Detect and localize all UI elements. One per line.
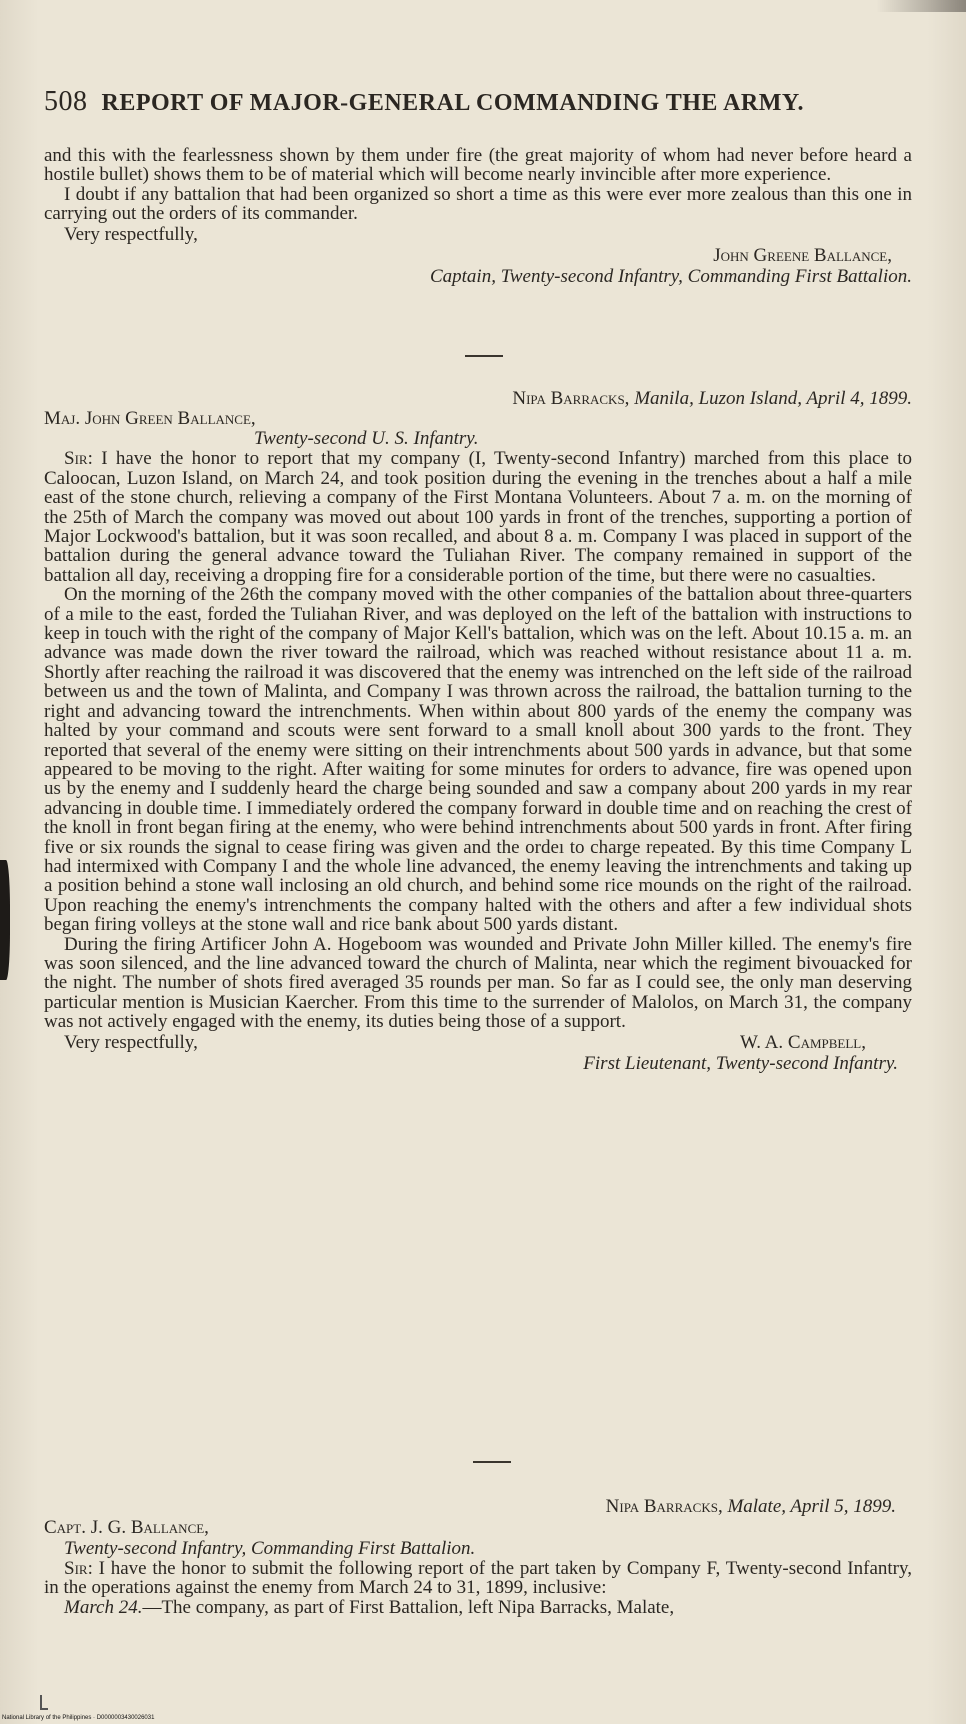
margin-mark-foot bbox=[40, 1708, 48, 1710]
page-number: 508 bbox=[44, 86, 88, 117]
letter2-salutation: Sir: bbox=[64, 448, 93, 470]
letter3-paragraph-1 bbox=[44, 1559, 912, 1598]
letter2-paragraph-1 bbox=[44, 449, 912, 585]
letter2-closing: Very respectfully, bbox=[64, 1031, 198, 1053]
letter3-addressee-unit: Twenty-second Infantry, Commanding First Battalion. bbox=[64, 1538, 476, 1559]
section-divider-2 bbox=[473, 1461, 511, 1463]
letter1-closing: Very respectfully, bbox=[64, 223, 198, 245]
letter3-dateline-place: Nipa Barracks, bbox=[605, 1496, 723, 1517]
letter-3 bbox=[44, 1496, 912, 1617]
letter2-paragraph-3: During the firing Artificer John A. Hogeboom was wounded and Private John Miller killed. The enemy's fire was soon silenced, and the line advanced toward the church of Malinta, near which the regiment bivouacked for the night. The number of shots fired averaged 35 rounds per man. So far as I could see, the only man deserving particular mention is Musician Kaercher. From this time to the surrender of Malolos, on March 31, the company was not actively engaged with the enemy, its duties being those of a support. bbox=[44, 933, 912, 1033]
section-divider-1 bbox=[465, 355, 503, 357]
letter1-signer: John Greene Ballance, bbox=[713, 244, 892, 266]
letter2-dateline-rest: Manila, Luzon Island, April 4, 1899. bbox=[634, 388, 912, 409]
letter2-signer: W. A. Campbell, bbox=[740, 1031, 866, 1053]
scan-margin-smudge bbox=[0, 860, 10, 980]
letter-1 bbox=[44, 146, 912, 287]
letter3-entry-text: —The company, as part of First Battalion, left Nipa Barracks, Malate, bbox=[142, 1596, 675, 1618]
scan-corner-shadow bbox=[876, 0, 966, 12]
letter2-paragraph-2: On the morning of the 26th the company moved with the other companies of the battalion about three-quarters of a mile to the east, forded the Tuliahan River, and was deployed on the left of the battalion with instructions to keep in touch with the right of the company of Major Kell's battalion, which was on the left. About 10.15 a. m. an advance was made down the river toward the railroad, which was reached without resistance about 11 a. m. Shortly after reaching the railroad it was discovered that the enemy was intrenched on the left side of the railroad between us and the town of Malinta, and Company I was thrown across the railroad, the battalion turning to the right and advancing toward the intrenchments. When within about 800 yards of the enemy the company was halted by your command and scouts were sent forward to a small knoll about 300 yards to the front. They reported that several of the enemy were sitting on their intrenchments about 500 yards in advance, but that some appeared to be moving to the right. After waiting for some minutes for orders to advance, fire was opened upon us by the enemy and I suddenly heard the charge being sounded and saw a company about 200 yards in my rear advancing in double time. I immediately ordered the company forward in double time and on reaching the crest of the knoll in front began firing at the enemy, who were behind intrenchments about 500 yards in front. After firing five or six rounds the signal to cease firing was given and the ordeı to charge repeated. By this time Company L had intermixed with Company I and the whole line advanced, the enemy leaving the intrenchments and taking up a position behind a stone wall inclosing an old church, and behind some rice mounds on the right of the railroad. Upon reaching the enemy's intrenchments the company halted with the others and after a few individual shots began firing volleys at the stone wall and rice bank about 500 yards distant. bbox=[44, 584, 912, 936]
letter3-dateline-rest: Malate, April 5, 1899. bbox=[727, 1496, 896, 1517]
letter3-paragraph-1-text: I have the honor to submit the following report of the part taken by Company F, Twenty-second Infantry, in the operations against the enemy from March 24 to 31, 1899, inclusive: bbox=[44, 1558, 913, 1599]
letter2-dateline bbox=[44, 388, 912, 409]
letter2-signer-title: First Lieutenant, Twenty-second Infantry. bbox=[583, 1052, 898, 1074]
letter-2 bbox=[44, 388, 912, 1074]
scan-footer: National Library of the Philippines · D0000003430026031 bbox=[2, 1715, 155, 1721]
letter3-salutation: Sir: bbox=[64, 1558, 93, 1579]
letter2-addressee-unit: Twenty-second U. S. Infantry. bbox=[254, 428, 479, 450]
letter3-dateline bbox=[44, 1496, 912, 1517]
letter1-paragraph-1: and this with the fearlessness shown by them under fire (the great majority of whom had never before heard a hostile bullet) shows them to be of material which will become nearly invincible after more experience. bbox=[44, 145, 912, 186]
letter2-addressee: Maj. John Green Ballance, bbox=[44, 408, 256, 429]
letter1-paragraph-2: I doubt if any battalion that had been organized so short a time as this were ever more zealous than this one in carrying out the orders of its commander. bbox=[44, 183, 912, 225]
letter3-entry-date: March 24. bbox=[64, 1596, 143, 1618]
letter3-addressee: Capt. J. G. Ballance, bbox=[44, 1517, 209, 1538]
letter2-dateline-place: Nipa Barracks, bbox=[512, 388, 630, 409]
header-title: REPORT OF MAJOR-GENERAL COMMANDING THE ARMY. bbox=[101, 90, 805, 116]
margin-mark bbox=[40, 1695, 42, 1709]
letter2-paragraph-1-text: I have the honor to report that my company (I, Twenty-second Infantry) marched from this place to Caloocan, Luzon Island, on March 24, and took position during the evening in the trenches about a half a mile east of the stone church, relieving a company of the First Montana Volunteers. About 7 a. m. on the morning of the 25th of March the company was moved out about 100 yards in front of the trenches, supporting a portion of Major Lockwood's battalion, but it was soon recalled, and about 8 a. m. Company I was placed in support of the battalion during the general advance toward the Tuliahan River. The company remained in support of the battalion all day, receiving a dropping fire for a considerable portion of the time, but there were no casualties. bbox=[44, 448, 912, 586]
letter3-paragraph-2 bbox=[44, 1598, 912, 1617]
running-header bbox=[44, 86, 912, 118]
letter1-signer-title: Captain, Twenty-second Infantry, Commanding First Battalion. bbox=[429, 265, 912, 287]
